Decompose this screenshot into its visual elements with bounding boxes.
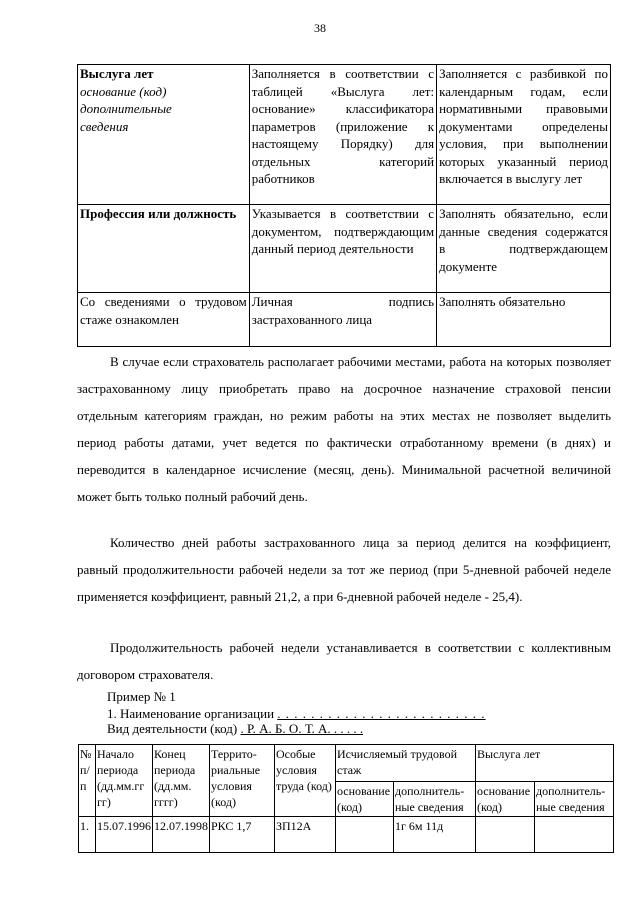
header-end: Конец периода (дд.мм. гггг) <box>153 745 210 817</box>
table-cell: Заполнять обязательно, если данные сведения содержатся в подтверждающем документе <box>437 205 611 293</box>
header-territory: Террито-риальные условия (код) <box>210 745 275 817</box>
table-cell: Профессия или должность <box>78 205 250 293</box>
header-calc-stazh: Исчисляемый трудовой стаж <box>336 745 476 782</box>
header-num: № п/п <box>79 745 96 817</box>
header-vysluga: Выслуга лет <box>476 745 614 782</box>
activity-value: . Р. А. Б. О. Т. А. . . . . . <box>240 721 364 736</box>
example-table <box>78 744 614 853</box>
header-basis: основание (код) <box>336 782 394 817</box>
table-row <box>78 205 611 293</box>
cell-territory: РКС 1,7 <box>210 817 275 853</box>
row-subtitle: основание (код) <box>80 83 167 99</box>
cell-calc-extra: 1г 6м 11д <box>394 817 476 853</box>
org-value: . . . . . . . . . . . . . . . . . . . . . . . . . <box>277 706 486 721</box>
header-basis-2: основание (код) <box>476 782 535 817</box>
cell-vys-extra <box>535 817 614 853</box>
cell-vys-basis <box>476 817 535 853</box>
row-subtitle: сведения <box>80 118 129 134</box>
example-title: Пример № 1 <box>107 689 176 704</box>
cell-end: 12.07.1998 <box>153 817 210 853</box>
table-cell: Личная подпись застрахованного лица <box>249 293 436 347</box>
cell-start: 15.07.1996 <box>96 817 153 853</box>
table-cell <box>78 65 250 205</box>
info-table <box>77 64 611 347</box>
header-start: Начало периода (дд.мм.гг гг) <box>96 745 153 817</box>
paragraph: Продолжительность рабочей недели устанавливается в соответствии с коллективным договором страхователя. <box>77 640 611 682</box>
table-row <box>78 293 611 347</box>
cell-num: 1. <box>79 817 96 853</box>
row-title: Выслуга лет <box>80 66 154 81</box>
header-extra-2: дополнитель-ные сведения <box>535 782 614 817</box>
activity-label: Вид деятельности (код) <box>107 721 238 736</box>
table-row <box>78 65 611 205</box>
table-cell: Со сведениями о трудовом стаже ознакомлен <box>78 293 250 347</box>
table-header-row <box>79 745 614 782</box>
header-special: Особые условия труда (код) <box>275 745 336 817</box>
table-cell: Заполняется в соответствии с таблицей «Выслуга лет: основание» классификатора параметров (приложение к настоящему Порядку) для отдельных категорий работников <box>249 65 436 205</box>
row-subtitle: дополнительные <box>80 101 172 116</box>
table-cell: Заполнять обязательно <box>437 293 611 347</box>
paragraph: В случае если страхователь располагает рабочими местами, работа на которых позволяет застрахованному лицу приобретать право на досрочное назначение страховой пенсии отдельным категориям граждан, но режим работы на этих местах не позволяет выделить период работы датами, учет ведется по фактически отработанному времени (в днях) и переводится в календарное исчисление (месяц, день). Минимальной расчетной величиной может быть только полный рабочий день. <box>77 354 611 504</box>
cell-calc-basis <box>336 817 394 853</box>
activity-line <box>107 722 363 736</box>
org-name-line <box>107 707 486 721</box>
paragraph: Количество дней работы застрахованного лица за период делится на коэффициент, равный продолжительности рабочей недели за тот же период (при 5-дневной рабочей неделе применяется коэффициент, равный 21,2, а при 6-дневной рабочей неделе - 25,4). <box>77 535 611 604</box>
table-row <box>79 817 614 853</box>
table-cell: Указывается в соответствии с документом, подтверждающим данный период деятельности <box>249 205 436 293</box>
org-label: 1. Наименование организации <box>107 706 275 721</box>
page-number: 38 <box>314 21 326 35</box>
header-extra: дополнитель-ные сведения <box>394 782 476 817</box>
cell-special: ЗП12А <box>275 817 336 853</box>
table-cell: Заполняется с разбивкой по календарным годам, если нормативными правовыми документами определены условия, при выполнении которых указанный период включается в выслугу лет <box>437 65 611 205</box>
